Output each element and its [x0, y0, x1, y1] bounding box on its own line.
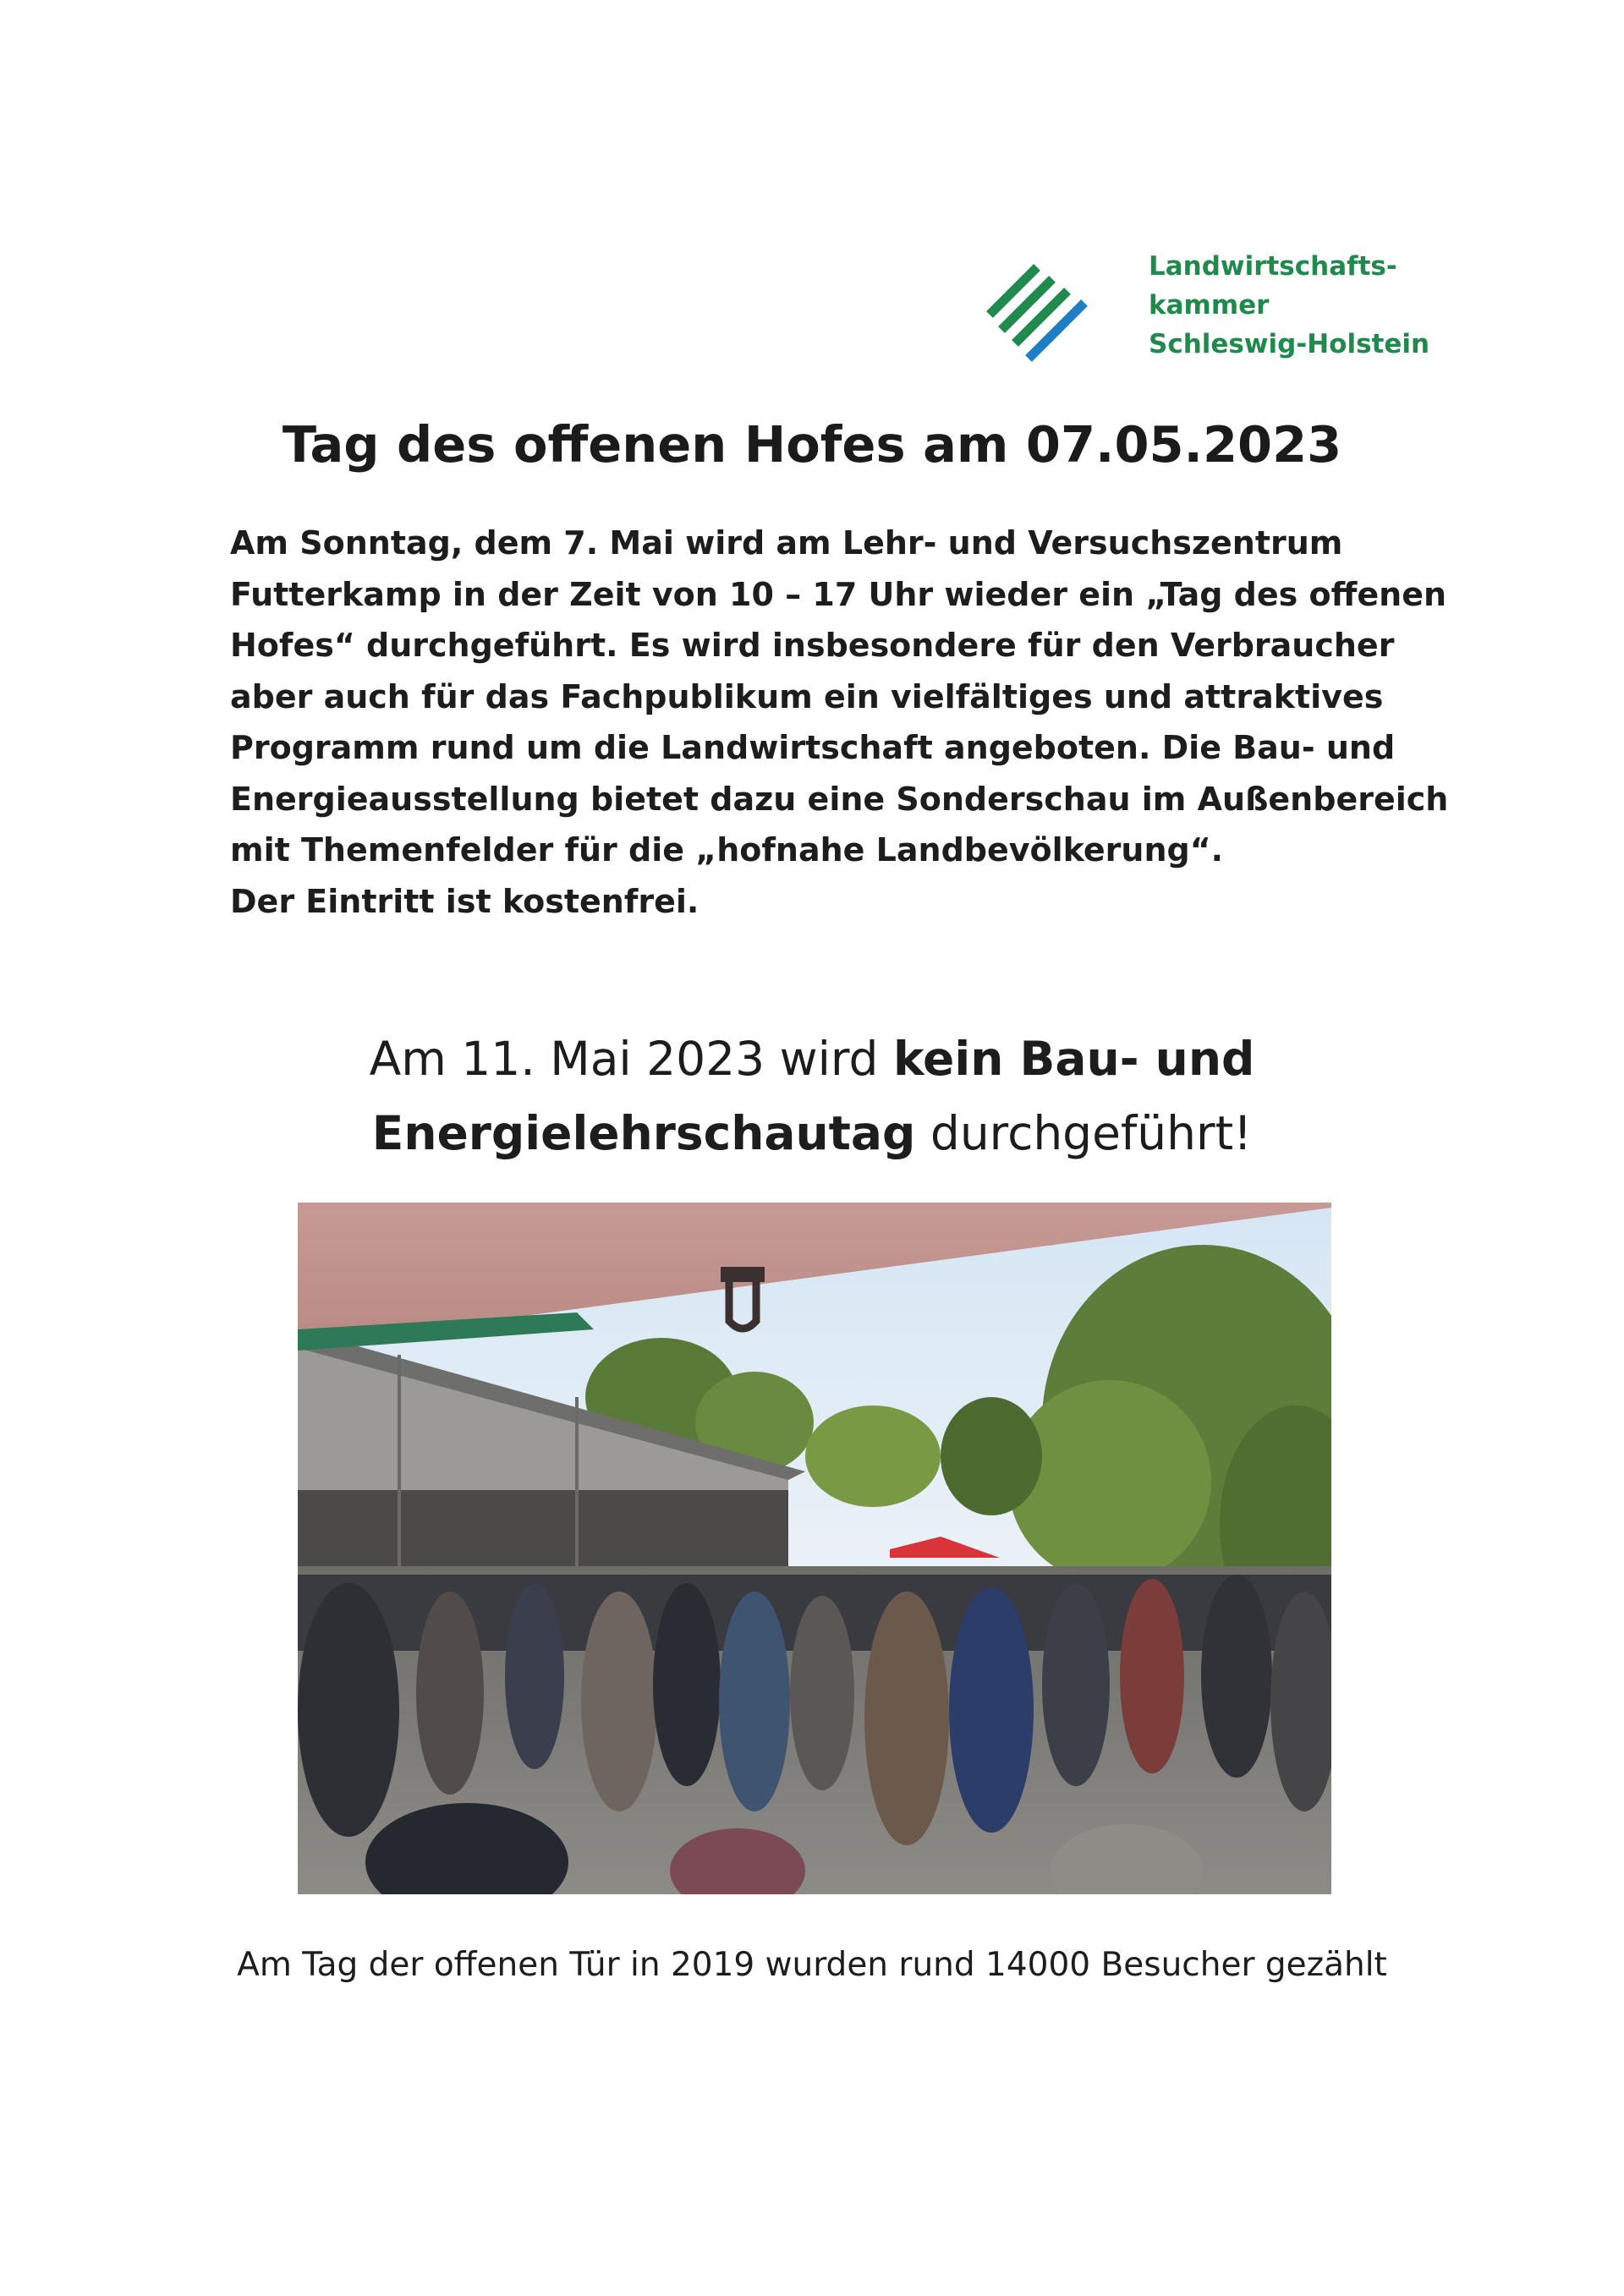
body-line: Programm rund um die Landwirtschaft angeboten. Die Bau- und: [230, 729, 1396, 766]
announcement-bold-1: kein Bau- und: [892, 1032, 1255, 1086]
body-line: Energieausstellung bietet dazu eine Sonderschau im Außenbereich: [230, 780, 1449, 818]
announcement-regular-1: Am 11. Mai 2023 wird: [369, 1032, 893, 1086]
announcement-line-1: [0, 1022, 1624, 1096]
logo-line-3: Schleswig-Holstein: [1149, 329, 1430, 359]
body-line: Am Sonntag, dem 7. Mai wird am Lehr- und Versuchszentrum: [230, 524, 1343, 562]
body-line: aber auch für das Fachpublikum ein vielfältiges und attraktives: [230, 677, 1384, 715]
page-title: Tag des offenen Hofes am 07.05.2023: [282, 415, 1342, 474]
logo-line-1: Landwirtschafts-: [1149, 251, 1397, 282]
body-line: Futterkamp in der Zeit von 10 – 17 Uhr wieder ein „Tag des offenen: [230, 575, 1447, 613]
body-line: Der Eintritt ist kostenfrei.: [230, 882, 700, 920]
crowd-photo: [298, 1203, 1331, 1894]
logo-line-2: kammer: [1149, 290, 1270, 321]
photo-caption: Am Tag der offenen Tür in 2019 wurden rund 14000 Besucher gezählt: [237, 1946, 1387, 1984]
crowd-photo-image: [298, 1203, 1331, 1894]
logo: [981, 247, 1430, 374]
body-line: Hofes“ durchgeführt. Es wird insbesondere für den Verbraucher: [230, 627, 1395, 664]
body-line: mit Themenfelder für die „hofnahe Landbevölkerung“.: [230, 831, 1224, 869]
logo-text: [1149, 247, 1429, 364]
announcement-bold-2: Energielehrschautag: [371, 1106, 916, 1160]
announcement-regular-2: durchgeführt!: [915, 1106, 1253, 1160]
announcement: [0, 1022, 1624, 1170]
body-paragraph: [230, 518, 1449, 927]
diagonal-stripes-logo-icon: [981, 252, 1100, 370]
announcement-line-2: [0, 1096, 1624, 1170]
